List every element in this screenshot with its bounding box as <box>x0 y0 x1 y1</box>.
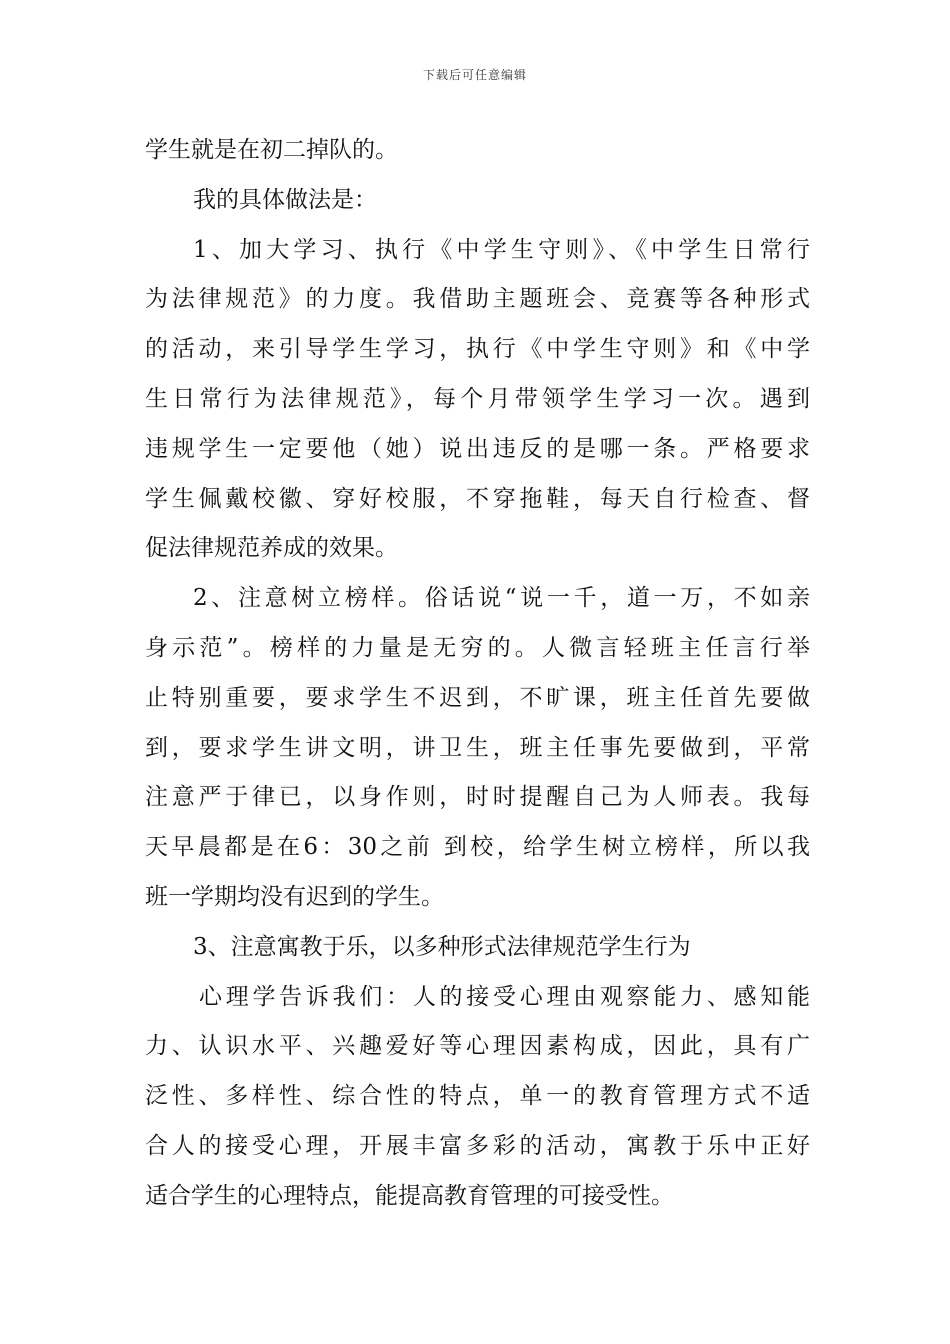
text-line: 班一学期均没有迟到的学生。 <box>145 883 444 910</box>
text-line: 适合学生的心理特点，能提高教育管理的可接受性。 <box>145 1182 674 1209</box>
text-line: 合人的接受心理，开展丰富多彩的活动，寓教于乐中正好 <box>145 1132 810 1159</box>
text-line: 学生佩戴校徽、穿好校服，不穿拖鞋，每天自行检查、督 <box>145 485 810 512</box>
text-line: 注意严于律已，以身作则，时时提醒自己为人师表。我每 <box>145 784 810 811</box>
text-line: 泛性、多样性、综合性的特点，单一的教育管理方式不适 <box>145 1083 810 1110</box>
text-line: 身示范”。榜样的力量是无穷的。人微言轻班主任言行举 <box>145 634 810 661</box>
text-line: 止特别重要，要求学生不迟到，不旷课，班主任首先要做 <box>145 684 810 711</box>
text-line: 的活动，来引导学生学习，执行《中学生守则》和《中学 <box>145 336 810 363</box>
text-line: 2、注意树立榜样。俗话说“说一千，道一万，不如亲 <box>193 585 810 612</box>
text-line: 力、认识水平、兴趣爱好等心理因素构成，因此，具有广 <box>145 1033 810 1060</box>
text-line: 为法律规范》的力度。我借助主题班会、竞赛等各种形式 <box>145 286 810 313</box>
text-line: 我的具体做法是： <box>193 186 377 213</box>
text-line: 天早晨都是在6：30之前 到校，给学生树立榜样，所以我 <box>145 834 810 861</box>
text-line: 3、注意寓教于乐，以多种形式法律规范学生行为 <box>193 933 691 960</box>
text-line: 到，要求学生讲文明，讲卫生，班主任事先要做到，平常 <box>145 734 810 761</box>
text-line: 生日常行为法律规范》，每个月带领学生学习一次。遇到 <box>145 385 810 412</box>
text-line: 促法律规范养成的效果。 <box>145 535 398 562</box>
text-line: 学生就是在初二掉队的。 <box>145 137 398 163</box>
page-header-note: 下载后可任意编辑 <box>422 68 527 82</box>
text-line: 心理学告诉我们：人的接受心理由观察能力、感知能 <box>199 983 810 1010</box>
text-line: 1、加大学习、执行《中学生守则》、《中学生日常行 <box>193 236 810 263</box>
text-line: 违规学生一定要他（她）说出违反的是哪一条。严格要求 <box>145 435 810 462</box>
document-body <box>145 126 810 1222</box>
